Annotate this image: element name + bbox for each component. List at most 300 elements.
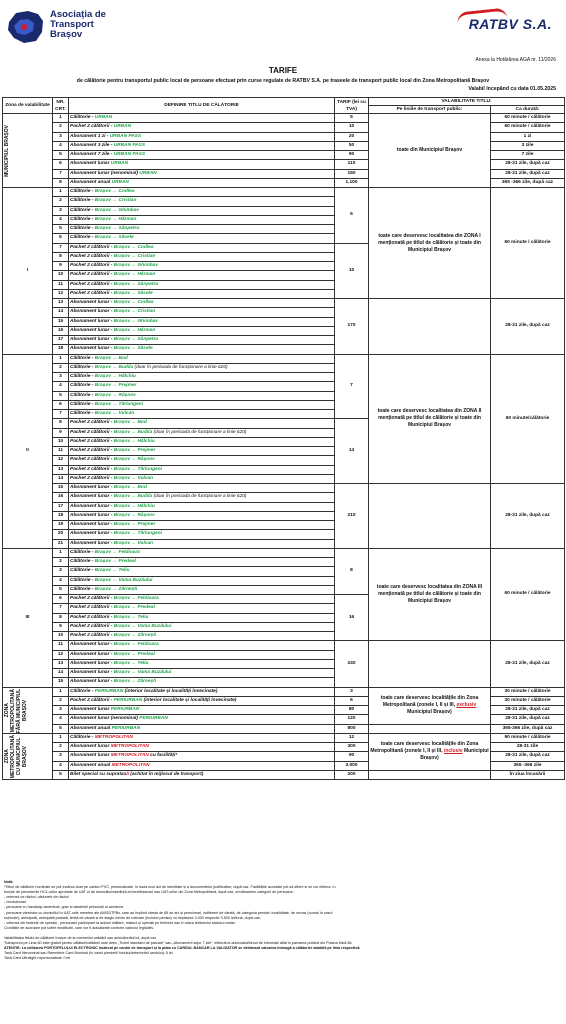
row-number: 2 [53, 743, 69, 752]
row-number: 5 [53, 770, 69, 779]
ticket-route: Brașov ↔ Ghimbav [113, 318, 158, 324]
tariff-value: 5 [335, 188, 369, 244]
tariff-value: 110 [335, 160, 369, 169]
validity-duration: 28-31 zile [491, 743, 565, 752]
ticket-description [69, 687, 335, 696]
validity-lines: toate care deservesc localitatea din ZONA III menționată pe titlul de călătorie și toate din Municipiul Brașov [369, 548, 491, 641]
row-number: 19 [53, 521, 69, 530]
ticket-type: Călătorie - [70, 115, 95, 120]
ticket-type: Pachet 2 călătorii - [70, 623, 114, 629]
ticket-route: Brașov ↔ Tărlungeni [94, 401, 144, 407]
row-number: 8 [53, 178, 69, 187]
tariff-value: 90 [335, 151, 369, 160]
ticket-route: PERIURBAN [111, 725, 141, 731]
ticket-type: Pachet 2 călătorii - [70, 457, 114, 463]
tariff-value: 120 [335, 715, 369, 724]
tariff-value: 3 [335, 687, 369, 696]
row-number: 10 [53, 271, 69, 280]
ticket-type: Abonament lunar - [70, 503, 114, 509]
validity-duration: 365 -366 zile [491, 761, 565, 770]
row-number: 2 [53, 558, 69, 567]
ticket-type: Pachet 2 călătorii - [70, 448, 114, 453]
lines-text: toate care deservesc localitățile din Zona Metropolitană (zonele I, II și III, [380, 695, 479, 708]
validity-duration: 60 minute/călătorie [491, 354, 565, 484]
note-line: Notă: [4, 880, 14, 884]
ticket-extra: (interior localitate și localități învecinate) [123, 688, 218, 694]
ticket-description [69, 641, 335, 650]
ticket-route: Brașov ↔ Codlea [113, 244, 154, 250]
lines-keyword: exclusiv [456, 702, 477, 708]
row-number: 11 [53, 447, 69, 456]
table-row [3, 548, 565, 557]
ticket-route: URBAN PASS [113, 142, 146, 148]
ticket-route: Brașov ↔ Prejmer [113, 448, 156, 453]
ticket-description [69, 308, 335, 317]
ticket-type: Abonament lunar - [70, 300, 114, 305]
ticket-description [69, 502, 335, 511]
ticket-type: Călătorie - [70, 355, 95, 361]
ticket-description [69, 262, 335, 271]
lines-keyword: inclusiv [443, 748, 463, 755]
header-nr: NR. CRT. [53, 98, 69, 114]
tariff-value: 80 [335, 706, 369, 715]
ticket-route: PERIURBAN [94, 688, 124, 694]
ticket-description [69, 613, 335, 622]
ticket-type: Abonament lunar - [70, 512, 114, 518]
ticket-route: Brașov ↔ Vama Buzăului [113, 670, 172, 675]
ticket-description [69, 400, 335, 409]
ticket-description [69, 521, 335, 530]
ticket-type: Călătorie - [70, 207, 95, 213]
valid-from: Valabil începând cu data 01.05.2025 [468, 86, 556, 92]
validity-lines [369, 733, 491, 770]
ticket-description [69, 678, 335, 687]
ticket-route: Brașov ↔ Râșnov [113, 512, 155, 518]
ratbv-logo-text: RATBV S.A. [468, 16, 552, 32]
row-number: 4 [53, 215, 69, 224]
row-number: 4 [53, 576, 69, 585]
ticket-description [69, 576, 335, 585]
tariff-value: 16 [335, 595, 369, 641]
ticket-type: Călătorie - [70, 235, 95, 241]
ticket-type: Pachet 2 călătorii - [70, 605, 114, 611]
row-number: 5 [53, 724, 69, 733]
ticket-route: Brașov ↔ Codlea [113, 300, 154, 305]
note-line: Taxă Card Ultralight nepersonalizat: 0 lei [4, 956, 71, 961]
header-validity: VALABILITATE TITLU: [369, 98, 565, 106]
ticket-description [69, 280, 335, 289]
row-number: 3 [53, 373, 69, 382]
ticket-type: Pachet 2 călătorii - [70, 420, 114, 426]
row-number: 16 [53, 493, 69, 502]
ticket-note: (doar în perioada de funcționare a linie 620) [133, 364, 228, 370]
ticket-type: Abonament lunar - [70, 679, 114, 685]
ticket-description [69, 715, 335, 724]
row-number: 7 [53, 410, 69, 419]
row-number: 11 [53, 641, 69, 650]
zone-label [3, 687, 53, 733]
row-number: 18 [53, 345, 69, 354]
lines-text: toate care deservesc localitățile din Zona Metropolitană (zonele I, II și III, [370, 741, 479, 755]
ticket-type: Abonament anual [70, 762, 112, 768]
ticket-type: Pachet 2 călătorii - [70, 429, 114, 435]
annex-reference: Anexa la Hotărârea AGA nr. 11/2026 [475, 57, 556, 63]
table-row [3, 188, 565, 197]
row-number: 4 [53, 382, 69, 391]
row-number: 1 [53, 114, 69, 123]
ticket-description [69, 252, 335, 261]
ticket-description [69, 724, 335, 733]
ticket-route: METROPOLITAN [110, 744, 149, 749]
ticket-type: Pachet 2 călătorii - [70, 438, 114, 444]
ticket-type: Abonament lunar - [70, 327, 114, 333]
row-number: 12 [53, 456, 69, 465]
ticket-route: Brașov ↔ Budila [113, 494, 153, 500]
ticket-description [69, 752, 335, 761]
ticket-note: (doar în perioada de funcționare a linie 620) [152, 429, 247, 435]
ticket-route: METROPOLITAN [111, 762, 150, 768]
tariff-value: 5 [335, 114, 369, 123]
ticket-type: Abonament 3 zile - [70, 142, 114, 148]
ticket-type: Abonament lunar - [70, 309, 114, 315]
ticket-type: Abonament 7 zile - [70, 152, 114, 157]
note-line: - veterani de război, văduvele de război [4, 895, 69, 900]
note-line: - persoane vârstnice cu domiciliul în UAT-urile membre ale AMGDTPBv, care au împlinit vârsta de 65 de ani și pensionari, indiferent de vârstă, de categoria pensiei: invaliditate, de urmaș (numai în cazul [4, 910, 333, 915]
row-number: 1 [53, 733, 69, 742]
ticket-type: Abonament lunar - [70, 337, 114, 342]
ticket-route: PERIURBAN [113, 697, 143, 703]
page-subtitle: de călătorie pentru transportul public local de persoane efectuat prin curse regulate de RATBV S.A. pe traseele de transport public local din Zona Metropolitană Brașov [76, 78, 490, 84]
table-row [3, 770, 565, 779]
ticket-type: Abonament lunar [70, 744, 111, 749]
ticket-route: Brașov ↔ Teliu [113, 660, 149, 666]
ticket-route: Brașov ↔ Hărman [94, 216, 137, 222]
ticket-route: Brașov ↔ Budila [94, 364, 134, 370]
ticket-type: Abonament lunar - [70, 318, 114, 324]
ticket-route: Brașov ↔ Feldioara [113, 642, 159, 648]
ticket-route: ă [126, 771, 129, 777]
row-number: 1 [53, 354, 69, 363]
table-row [3, 114, 565, 123]
note-line: Condițiile de acordare pot suferi modificări, care vor fi actualizate conform cadrului legislativ. [4, 925, 154, 930]
ticket-route: Brașov ↔ Teliu [94, 568, 130, 574]
validity-lines-spacer [369, 641, 491, 687]
ticket-description [69, 123, 335, 132]
validity-lines-spacer [369, 724, 491, 733]
ticket-description [69, 188, 335, 197]
row-number: 14 [53, 669, 69, 678]
ticket-description [69, 650, 335, 659]
ticket-route: URBAN PASS [113, 152, 146, 157]
row-number: 6 [53, 160, 69, 169]
ticket-route: Brașov ↔ Săcele [113, 346, 153, 352]
ticket-extra: cu facilități* [148, 753, 178, 759]
ticket-type: Călătorie - [70, 383, 95, 389]
ticket-description [69, 391, 335, 400]
ticket-route: Brașov ↔ Ghimbav [94, 207, 140, 213]
ticket-route: PERIURBAN [110, 707, 140, 712]
ticket-type: Călătorie - [70, 189, 95, 194]
ticket-type: Călătorie - [70, 392, 95, 398]
table-row [3, 641, 565, 650]
ticket-description [69, 595, 335, 604]
ticket-description [69, 178, 335, 187]
ticket-description [69, 558, 335, 567]
row-number: 4 [53, 141, 69, 150]
ticket-type: Călătorie - [70, 577, 95, 583]
ticket-type: Pachet 2 călătorii - [70, 614, 114, 620]
ticket-route: Brașov ↔ Hărman [113, 327, 156, 333]
ticket-route: Brașov ↔ Râșnov [113, 457, 155, 463]
zone-label-text: ZONA METROPOLITANĂ CU MUNICIPIUL BRAȘOV [4, 734, 28, 778]
row-number: 4 [53, 715, 69, 724]
ticket-route: Brașov ↔ Săcele [113, 290, 153, 296]
table-row [3, 733, 565, 742]
row-number: 1 [53, 548, 69, 557]
tariff-value: 8 [335, 548, 369, 594]
validity-duration: 28-31 zile, după caz [491, 169, 565, 178]
validity-duration: 365-366 zile, după caz [491, 724, 565, 733]
ticket-type: Călătorie - [70, 216, 95, 222]
ticket-type: Abonament lunar (nenominal) [70, 716, 140, 722]
ticket-type: Pachet 2 călătorii - [70, 263, 114, 268]
row-number: 15 [53, 678, 69, 687]
ticket-route: Brașov ↔ Sânpetru [94, 226, 140, 231]
ticket-description [69, 419, 335, 428]
row-number: 8 [53, 252, 69, 261]
ticket-description [69, 373, 335, 382]
validity-lines-spacer [369, 299, 491, 355]
ticket-description [69, 447, 335, 456]
ticket-type: Abonament lunar - [70, 531, 114, 537]
ticket-type: Abonament lunar - [70, 651, 114, 657]
row-number: 21 [53, 539, 69, 548]
ticket-route: Brașov ↔ Bod [94, 355, 128, 361]
tariff-value: 10 [335, 123, 369, 132]
validity-duration: 28-31 zile, după caz [491, 715, 565, 724]
ticket-type: Călătorie - [70, 198, 95, 204]
ticket-type: Călătorie - [70, 734, 95, 740]
ticket-type: Abonament 1 zi - [70, 133, 110, 139]
ticket-description [69, 151, 335, 160]
ticket-description [69, 696, 335, 705]
tariff-value: 14 [335, 419, 369, 484]
row-number: 9 [53, 428, 69, 437]
zone-label: II [3, 354, 53, 548]
row-number: 15 [53, 317, 69, 326]
row-number: 5 [53, 391, 69, 400]
ticket-type: Călătorie - [70, 374, 95, 379]
ticket-type: Călătorie - [70, 688, 95, 694]
ticket-description [69, 539, 335, 548]
zone-label [3, 114, 53, 188]
ticket-description [69, 141, 335, 150]
note-line: - revoluționari [4, 900, 27, 905]
validity-lines-spacer [369, 484, 491, 549]
ticket-description [69, 114, 335, 123]
ticket-description [69, 474, 335, 483]
ticket-description [69, 299, 335, 308]
ticket-description [69, 234, 335, 243]
row-number: 14 [53, 474, 69, 483]
ticket-route: Brașov ↔ Bod [113, 420, 147, 426]
validity-duration: 28-31 zile, după caz [491, 706, 565, 715]
zone-label [3, 733, 53, 779]
row-number: 7 [53, 243, 69, 252]
ticket-description [69, 669, 335, 678]
row-number: 13 [53, 659, 69, 668]
ticket-description [69, 548, 335, 557]
ticket-route: Brașov ↔ Vama Buzăului [113, 623, 172, 629]
row-number: 2 [53, 123, 69, 132]
ticket-route: METROPOLITAN [110, 753, 149, 759]
ticket-route: Brașov ↔ Predeal [113, 651, 155, 657]
tariff-value: 3.000 [335, 761, 369, 770]
ticket-route: Brașov ↔ Predeal [94, 559, 136, 564]
ticket-description [69, 215, 335, 224]
tariff-body [3, 114, 565, 780]
ticket-route: METROPOLITAN [94, 734, 133, 740]
ticket-route: URBAN PASS [109, 133, 142, 139]
ticket-description [69, 197, 335, 206]
ticket-route: Brașov ↔ Prejmer [113, 522, 156, 527]
lines-text: Municipiul Brașov) [420, 748, 489, 762]
note-line: Taxă Card Nenominal sau Reemitere Card Nominal (în cazul pierderii/ furtului/deteriorării cardului): 5 lei [4, 951, 173, 956]
ticket-route: Brașov ↔ Prejmer [94, 383, 137, 389]
row-number: 13 [53, 465, 69, 474]
ticket-description [69, 160, 335, 169]
ticket-type: Bilet special cu supratax [70, 771, 127, 777]
row-number: 5 [53, 225, 69, 234]
ticket-route: Brașov ↔ Sânpetru [113, 281, 159, 287]
row-number: 9 [53, 622, 69, 631]
row-number: 12 [53, 289, 69, 298]
ticket-type: Abonament anual [70, 725, 112, 731]
validity-duration: 90 minute / călătorie [491, 733, 565, 742]
note-line: - persoane cu handicap accentuat, grav și asistenții personali ai acestora [4, 905, 123, 910]
validity-duration: 60 minute / călătorie [491, 188, 565, 299]
tariff-value: 12 [335, 733, 369, 742]
ratbv-logo [457, 10, 552, 42]
lines-text: Municipiul Brașov) [407, 709, 452, 715]
ticket-route: Brașov ↔ Vama Buzăului [94, 577, 153, 583]
ticket-type: Abonament lunar [70, 753, 111, 759]
row-number: 2 [53, 696, 69, 705]
zone-label-text: ZONA METROPOLITANĂ FĂRĂ MUNICIPIUL BRAȘOV [4, 687, 28, 733]
ticket-type: Pachet 2 călătorii - [70, 633, 114, 638]
header-title: DEFINIRE TITLU DE CĂLĂTORIE [69, 98, 335, 114]
ticket-description [69, 336, 335, 345]
ticket-type: Călătorie - [70, 411, 95, 416]
tariff-value: 50 [335, 141, 369, 150]
ticket-route: Brașov ↔ Hălchiu [94, 374, 136, 379]
ticket-route: URBAN [139, 170, 157, 176]
ticket-description [69, 456, 335, 465]
ticket-description [69, 706, 335, 715]
table-row [3, 687, 565, 696]
association-logo-line: Brașov [50, 29, 83, 40]
tariff-value: 90 [335, 752, 369, 761]
tariff-value: 20 [335, 132, 369, 141]
ticket-type: Călătorie - [70, 401, 95, 407]
validity-lines-spacer [369, 770, 491, 779]
ticket-type: Abonament lunar [70, 707, 111, 712]
ticket-description [69, 511, 335, 520]
ticket-route: Brașov ↔ Vulcan [113, 540, 154, 546]
ticket-description [69, 169, 335, 178]
ticket-type: Pachet 2 călătorii - [70, 272, 114, 278]
ticket-route: Brașov ↔ Budila [113, 429, 153, 435]
zone-label-text: MUNICIPIUL BRAȘOV [4, 124, 10, 177]
row-number: 10 [53, 437, 69, 446]
tariff-value: 800 [335, 724, 369, 733]
note-line: *Titluri de călătorie nominale se pot încărca doar pe carduri PVC, personalizate, în baza unui act de identitate și a documentelor justificative, după caz. Facilitățile acordate pot să difere și se vor elibera, în [4, 885, 336, 890]
ticket-route: Brașov ↔ Zărnești [113, 679, 157, 685]
ticket-route: Brașov ↔ Bod [113, 485, 147, 490]
ticket-description [69, 345, 335, 354]
row-number: 4 [53, 761, 69, 770]
note-line: Valabilitatea titlului de călătorie începe de la momentul validării sau achiziționării lui, după caz [4, 936, 157, 941]
ticket-type: Călătorie - [70, 226, 95, 231]
ticket-type: Călătorie - [70, 549, 95, 555]
ticket-type: Pachet 2 călătorii - [70, 290, 114, 296]
ticket-route: Brașov ↔ Săcele [94, 235, 134, 241]
ticket-type: Abonament lunar - [70, 660, 114, 666]
association-logo-line: Asociația de [50, 9, 106, 20]
ticket-description [69, 206, 335, 215]
ticket-type: Călătorie - [70, 364, 95, 370]
ticket-description [69, 604, 335, 613]
note-line: funcție de prevederile HCL-urilor aprobate de UAT-ul de domiciliu/reședință al beneficiarului sau UAT-urilor din Zona Metropolitană, după caz, următoarelor categorii de persoane: [4, 890, 294, 895]
row-number: 3 [53, 132, 69, 141]
table-row [3, 299, 565, 308]
ticket-route: PERIURBAN [139, 716, 168, 722]
tariff-value: 210 [335, 484, 369, 549]
ticket-description [69, 428, 335, 437]
ticket-description [69, 354, 335, 363]
validity-duration: 28-31 zile, după caz [491, 299, 565, 355]
ticket-type: Abonament lunar (nenominal) [70, 170, 140, 176]
note-line: Transportul pe Linia 60 este gratuit pentru călătorii/călătorii care dețin „Tichet standard de parcare” sau „Abonament sejur 7 zile”, eliberat la automatul/biroul de informații aflat în parcarea publică din Poiana Mică Bv. [4, 941, 353, 946]
table-row [3, 354, 565, 363]
ticket-description [69, 770, 335, 779]
ticket-description [69, 382, 335, 391]
ticket-description [69, 530, 335, 539]
validity-lines: toate care deservesc localitatea din ZONA I menționată pe titlul de călătorie și toate din Municipiul Brașov [369, 188, 491, 299]
tariff-value: 170 [335, 299, 369, 355]
row-number: 13 [53, 299, 69, 308]
ticket-description [69, 437, 335, 446]
validity-duration: 28-31 zile, după caz [491, 160, 565, 169]
row-number: 14 [53, 308, 69, 317]
ticket-route: Brașov ↔ Vulcan [113, 475, 154, 481]
ticket-type: Abonament lunar - [70, 642, 114, 648]
tariff-value: 7 [335, 354, 369, 419]
ticket-route: Brașov ↔ Tărlungeni [113, 531, 162, 537]
zone-label: III [3, 548, 53, 687]
ticket-type: Abonament lunar - [70, 494, 114, 500]
ticket-route: Brașov ↔ Zărnești [94, 586, 138, 592]
header-price: TARIF (lei cu TVA) [335, 98, 369, 114]
ticket-description [69, 271, 335, 280]
header-zone: Zona de valabilitate [3, 98, 53, 114]
ticket-description [69, 585, 335, 594]
row-number: 8 [53, 613, 69, 622]
validity-lines [369, 687, 491, 724]
ticket-extra: (interior localitate și localități învecinate) [142, 697, 237, 703]
ticket-route: URBAN [110, 161, 129, 167]
note-line: ATENȚIE: La utilizarea PORTOFELULUI ELECTRONIC încărcat pe cardul de transport și la plata cu CARDUL BANCAR LA VALIDATOR se debitează valoarea întreagă a călătoriei valabilă pe linia respectivă. [4, 946, 361, 951]
